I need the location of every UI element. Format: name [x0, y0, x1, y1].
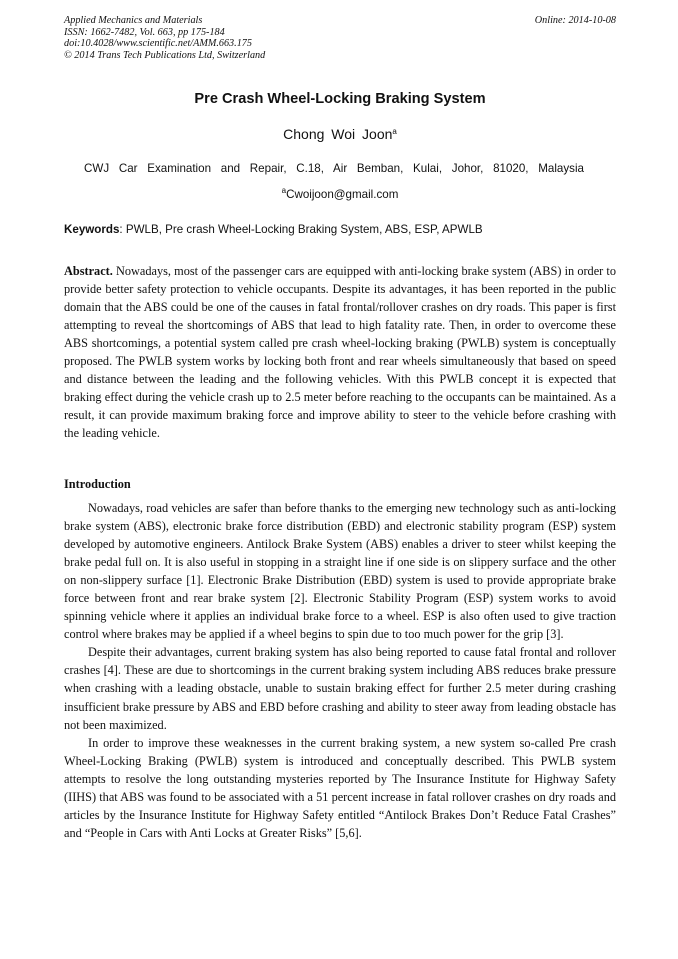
email-affiliation-mark: a [281, 186, 287, 195]
keywords-label: Keywords [64, 223, 120, 236]
affiliation: CWJ Car Examination and Repair, C.18, Air Bemban, Kulai, Johor, 81020, Malaysia [84, 162, 584, 175]
introduction-body [64, 499, 616, 842]
abstract-text: Nowadays, most of the passenger cars are equipped with anti-locking brake system (ABS) in order to provide better safety protection to vehicle occupants. Despite its advantages, it has been reported in the public domain that the ABS could be one of the causes in fatal frontal/rollover crashes on dry roads. This paper is first attempting to reveal the shortcomings of ABS that lead to high fatality rate. Then, in order to overcome these ABS shortcomings, a potential system called pre crash wheel-locking braking (PWLB) system is conceptually proposed. The PWLB system works by locking both front and rear wheels simultaneously that based on speed and distance between the leading and the following vehicles. With this PWLB concept it is expected that braking effect during the vehicle crash up to 2.5 meter before reaching to the occupants can be maintained. As a result, it can provide maximum braking force and improve ability to steer to the vehicle before crashing with the leading vehicle. [64, 264, 616, 441]
paragraph: Despite their advantages, current braking system has also being reported to cause fatal frontal and rollover crashes [4]. These are due to shortcomings in the current braking system including ABS reduces brake pressure when crashing with a leading obstacle, unable to sustain braking effect for further 2.5 meter during crashing insufficient brake pressure by ABS and EBD before crashing and ability to steer away from leading obstacle has not been maximized. [64, 645, 616, 732]
author-email[interactable]: Cwoijoon@gmail.com [286, 188, 399, 201]
online-date: Online: 2014-10-08 [534, 15, 616, 26]
journal-name: Applied Mechanics and Materials [64, 15, 203, 26]
paragraph: In order to improve these weaknesses in the current braking system, a new system so-called Pre crash Wheel-Locking Braking (PWLB) system is introduced and conceptually described. This PWLB system attempts to resolve the long outstanding mysteries reported by The Insurance Institute for Highway Safety (IIHS) that ABS was found to be associated with a 51 percent increase in fatal rollover crashes on dry roads and articles by the Insurance Institute for Highway Safety entitled “Antilock Brakes Don’t Reduce Fatal Crashes” and “People in Cars with Anti Locks at Greater Risks” [5,6]. [64, 735, 616, 840]
author-affiliation-mark: a [392, 127, 397, 136]
abstract-label: Abstract. [64, 264, 113, 278]
section-heading-introduction: Introduction [64, 477, 131, 491]
author-name: Chong Woi Joon [283, 126, 393, 142]
keywords-text: : PWLB, Pre crash Wheel-Locking Braking System, ABS, ESP, APWLB [119, 223, 483, 236]
journal-info [64, 15, 616, 61]
abstract [64, 262, 616, 442]
keywords [64, 223, 616, 236]
author-email-line [64, 186, 616, 201]
paragraph: Nowadays, road vehicles are safer than before thanks to the emerging new technology such as anti-locking brake system (ABS), electronic brake force distribution (EBD) and electronic stability program (ESP) system developed by automotive engineers. Antilock Brake System (ABS) enables a driver to steer whilst keeping the brake pedal full on. It is also useful in stopping in a straight line if one side is on slippery surface and the other on non-slippery surface [1]. Electronic Brake Distribution (EBD) system is used to provide appropriate brake force between front and rear brake system [2]. Electronic Stability Program (ESP) system works to avoid spinning vehicle where it applies an individual brake force to a wheel. ESP is also often used to give traction control where brakes may be applied if a wheel begins to spin due to too much power for the grip [3]. [64, 501, 616, 642]
journal-header [64, 15, 616, 61]
journal-issn: ISSN: 1662-7482, Vol. 663, pp 175-184 [64, 26, 225, 38]
paper-title: Pre Crash Wheel-Locking Braking System [194, 91, 486, 107]
journal-copyright: © 2014 Trans Tech Publications Ltd, Switzerland [64, 49, 266, 61]
author-line [64, 126, 616, 142]
journal-doi[interactable]: doi:10.4028/www.scientific.net/AMM.663.175 [64, 38, 252, 50]
